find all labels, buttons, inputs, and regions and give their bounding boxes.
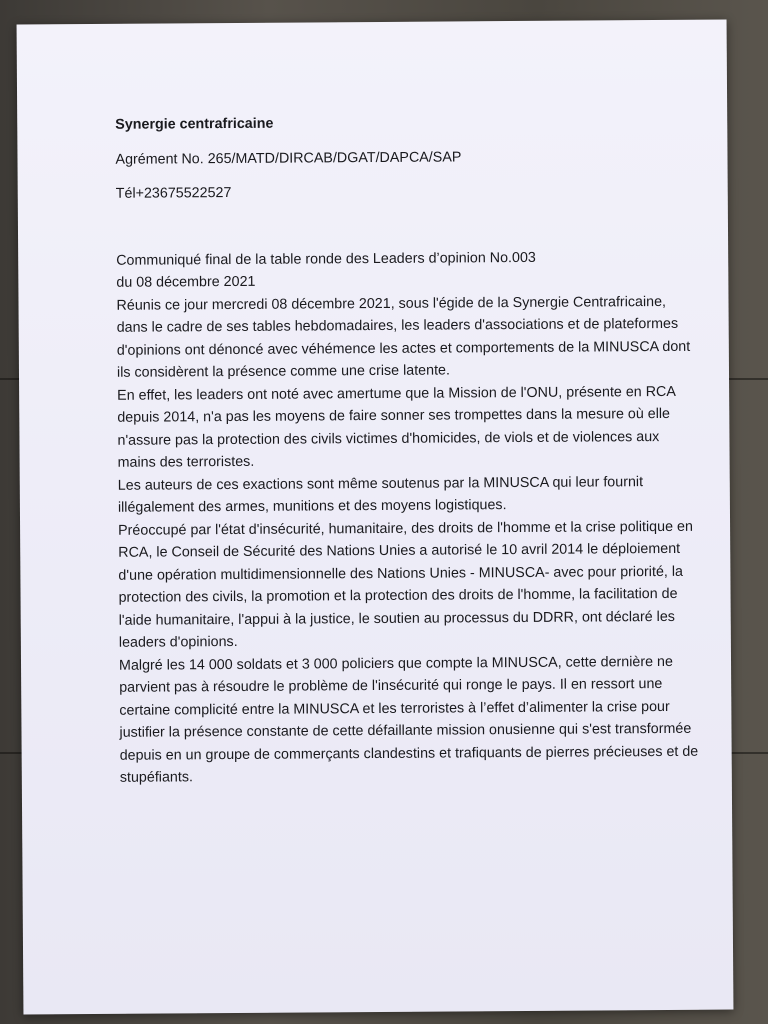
paragraph-4: Préoccupé par l'état d'insécurité, humanitaire, des droits de l'homme et la crise politique en RCA, le Conseil de Sécurité des Nations Unies a autorisé le 10 avril 2014 le déploiement d'une opération multidimensionnelle des Nations Unies - MINUSCA- avec pour priorité, la protection des civils, la promotion et la protection des droits de l'homme, la facilitation de l'aide humanitaire, l'appui à la justice, le soutien au processus du DDRR, ont déclaré les leaders d'opinions. xyxy=(118,518,693,651)
paragraph-1: Réunis ce jour mercredi 08 décembre 2021, sous l'égide de la Synergie Centrafricaine, dans le cadre de ses tables hebdomadaires, les leaders d'associations et de plateformes d'opinions ont dénoncé avec véhémence les actes et comportements de la MINUSCA dont ils considèrent la présence comme une crise latente. xyxy=(116,293,691,381)
document-sheet xyxy=(17,20,734,1015)
phone-number: Tél+23675522527 xyxy=(115,184,232,202)
title-line-2: du 08 décembre 2021 xyxy=(116,273,256,291)
communique-title xyxy=(116,245,696,294)
document-body xyxy=(115,110,700,790)
title-line-1: Communiqué final de la table ronde des Leaders d’opinion No.003 xyxy=(116,249,536,269)
paragraph-5: Malgré les 14 000 soldats et 3 000 policiers que compte la MINUSCA, cette dernière ne parvient pas à résoudre le problème de l'insécurité qui ronge le pays. Il en ressort une certaine complicité entre la MINUSCA et les terroristes à l’effet d’alimenter la crise pour justifier la présence constante de cette défaillante mission onusienne qui s'est transformée depuis en un groupe de commerçants clandestins et trafiquants de pierres précieuses et de stupéfiants. xyxy=(118,653,699,786)
agrement-number: Agrément No. 265/MATD/DIRCAB/DGAT/DAPCA/SAP xyxy=(115,148,462,168)
paragraph-2: En effet, les leaders ont noté avec amertume que la Mission de l'ONU, présente en RCA depuis 2014, n'a pas les moyens de faire sonner ses trompettes dans la mesure où elle n'assure pas la protection des civils victimes d'homicides, de viols et de violences aux mains des terroristes. xyxy=(117,383,676,471)
organization-name: Synergie centrafricaine xyxy=(115,115,274,133)
paragraph-3: Les auteurs de ces exactions sont même soutenus par la MINUSCA qui leur fournit illégalement des armes, munitions et des moyens logistiques. xyxy=(117,473,644,516)
